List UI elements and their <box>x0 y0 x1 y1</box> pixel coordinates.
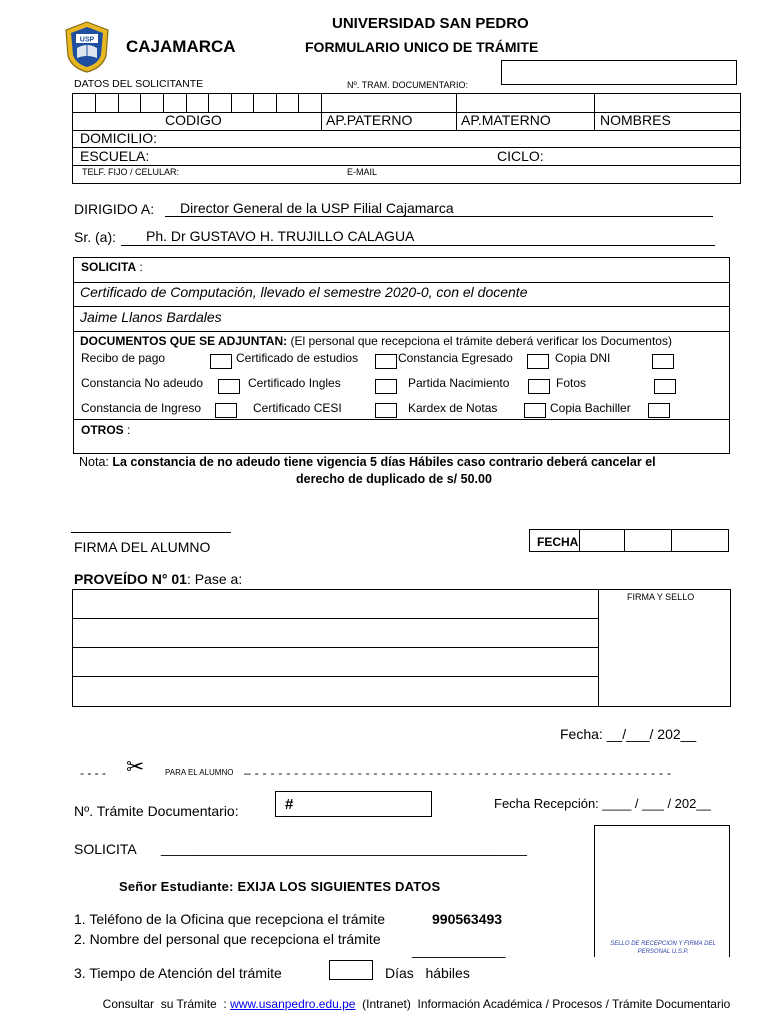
checkbox-cert-ingles[interactable] <box>375 379 397 394</box>
city-title: CAJAMARCA <box>126 37 236 56</box>
receipt-tram-field[interactable] <box>275 791 432 817</box>
dirigido-label: DIRIGIDO A: <box>74 201 155 217</box>
receipt-tram-value: # <box>285 796 294 813</box>
doc-copia-dni: Copia DNI <box>555 351 611 365</box>
checkbox-cert-cesi[interactable] <box>375 403 397 418</box>
dirigido-value[interactable]: Director General de la USP Filial Cajamarca <box>180 200 454 216</box>
request-table <box>73 257 730 454</box>
receipt-solicita-line[interactable]: _______________________________________________ <box>161 840 527 856</box>
dias-field[interactable] <box>329 960 373 980</box>
sello-box <box>594 825 730 957</box>
checkbox-copia-dni[interactable] <box>652 354 674 369</box>
exija-heading: Señor Estudiante: EXIJA LOS SIGUIENTES DATOS <box>119 879 441 894</box>
doc-cert-ingles: Certificado Ingles <box>248 376 341 390</box>
checkbox-fotos[interactable] <box>654 379 676 394</box>
tram-doc-label: Nº. TRAM. DOCUMENTARIO: <box>347 80 468 90</box>
dias-label: Días hábiles <box>385 965 470 981</box>
fecha-recepcion[interactable]: Fecha Recepción: ____ / ___ / 202__ <box>494 796 711 811</box>
telf-label: TELF. FIJO / CELULAR: <box>82 167 180 177</box>
logo-text: USP <box>79 36 95 44</box>
sr-line <box>121 245 715 246</box>
otros-heading: OTROS : <box>81 423 131 437</box>
domicilio-label: DOMICILIO: <box>80 130 158 146</box>
university-title: UNIVERSIDAD SAN PEDRO <box>332 15 529 32</box>
checkbox-const-ingreso[interactable] <box>215 403 237 418</box>
receipt-tram-label: Nº. Trámite Documentario: <box>74 803 239 819</box>
footer-consultar: Consultar su Trámite : <box>102 997 227 1011</box>
fecha-table <box>529 529 729 552</box>
request-line-2[interactable]: Jaime Llanos Bardales <box>80 309 222 325</box>
note-line-2: derecho de duplicado de s/ 50.00 <box>296 472 492 486</box>
col-codigo: CODIGO <box>165 112 222 128</box>
checkbox-copia-bachiller[interactable] <box>648 403 670 418</box>
request-line-1[interactable]: Certificado de Computación, llevado el semestre 2020-0, con el docente <box>80 284 528 300</box>
scissors-icon: ✂ <box>126 755 145 780</box>
applicant-table <box>72 93 741 184</box>
note-line-1: Nota: La constancia de no adeudo tiene vigencia 5 días Hábiles caso contrario deberá cancelar el <box>79 455 656 469</box>
applicant-section-label: DATOS DEL SOLICITANTE <box>74 78 204 90</box>
checkbox-recibo[interactable] <box>210 354 232 369</box>
escuela-label: ESCUELA: <box>80 148 150 164</box>
footer-url-link[interactable]: www.usanpedro.edu.pe <box>230 997 356 1011</box>
checkbox-const-egresado[interactable] <box>527 354 549 369</box>
footer <box>96 983 730 1011</box>
proveido-table <box>72 589 731 707</box>
form-title: FORMULARIO UNICO DE TRÁMITE <box>305 39 539 55</box>
item-telefono: 1. Teléfono de la Oficina que recepciona el trámite <box>74 911 386 927</box>
doc-cert-estudios: Certificado de estudios <box>236 351 359 365</box>
item-nombre: 2. Nombre del personal que recepciona el trámite <box>74 931 381 947</box>
item-nombre-line[interactable]: ____________ <box>412 942 506 958</box>
doc-cert-cesi: Certificado CESI <box>253 401 342 415</box>
email-label: E-MAIL <box>347 167 378 177</box>
doc-const-no-adeudo: Constancia No adeudo <box>81 376 204 390</box>
firma-alumno-label: FIRMA DEL ALUMNO <box>74 539 211 555</box>
checkbox-cert-estudios[interactable] <box>375 354 397 369</box>
checkbox-kardex[interactable] <box>524 403 546 418</box>
cut-dashes-left: - - - - <box>80 766 106 780</box>
col-ap-materno: AP.MATERNO <box>461 112 551 128</box>
col-nombres: NOMBRES <box>600 112 671 128</box>
fecha-label: FECHA <box>537 535 579 549</box>
tram-doc-field[interactable] <box>501 60 737 85</box>
doc-kardex: Kardex de Notas <box>408 401 498 415</box>
doc-partida: Partida Nacimiento <box>408 376 510 390</box>
item-tiempo: 3. Tiempo de Atención del trámite <box>74 965 282 981</box>
solicita-heading: SOLICITA : <box>81 260 143 274</box>
ciclo-label: CICLO: <box>497 148 544 164</box>
proveido-heading: PROVEÍDO N° 01: Pase a: <box>74 571 243 587</box>
doc-fotos: Fotos <box>556 376 587 390</box>
university-logo <box>62 20 112 74</box>
signature-line <box>71 532 231 533</box>
dirigido-line <box>165 216 713 217</box>
firma-sello-label: FIRMA Y SELLO <box>627 592 695 602</box>
doc-recibo: Recibo de pago <box>81 351 166 365</box>
sr-label: Sr. (a): <box>74 229 117 245</box>
checkbox-partida[interactable] <box>528 379 550 394</box>
sello-text: SELLO DE RECEPCION Y FIRMA DEL PERSONAL U.S.P. <box>610 941 716 955</box>
sr-value[interactable]: Ph. Dr GUSTAVO H. TRUJILLO CALAGUA <box>146 228 415 244</box>
doc-copia-bachiller: Copia Bachiller <box>550 401 631 415</box>
receipt-solicita-label: SOLICITA <box>74 841 137 857</box>
proveido-fecha[interactable]: Fecha: __/___/ 202__ <box>560 726 697 742</box>
docs-heading: DOCUMENTOS QUE SE ADJUNTAN: (El personal que recepciona el trámite deberá verificar los Documentos) <box>80 334 672 348</box>
doc-const-egresado: Constancia Egresado <box>398 351 513 365</box>
cut-dashes-right: – - - - - - - - - - - - - - - - - - - - - - - - - - - - - - - - - - - - - - - - - - - - - - - - - - - - - - <box>244 766 672 780</box>
phone-number: 990563493 <box>432 911 503 927</box>
checkbox-const-no-adeudo[interactable] <box>218 379 240 394</box>
col-ap-paterno: AP.PATERNO <box>326 112 413 128</box>
para-el-alumno-label: PARA EL ALUMNO <box>165 768 234 777</box>
doc-const-ingreso: Constancia de Ingreso <box>81 401 202 415</box>
footer-rest: (Intranet) Información Académica / Procesos / Trámite Documentario <box>355 997 731 1011</box>
